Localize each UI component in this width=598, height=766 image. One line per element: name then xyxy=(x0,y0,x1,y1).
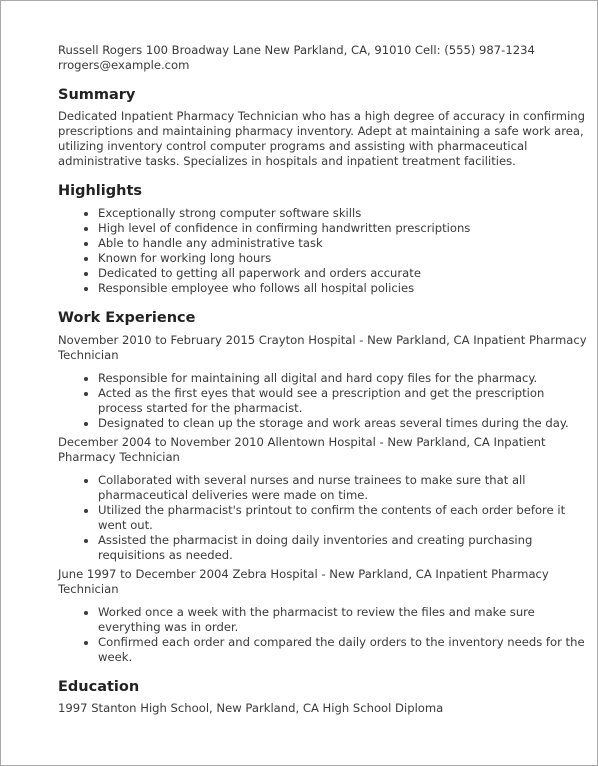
job-duty-item: • Acted as the first eyes that would see a prescription and get the prescription process started for the pharmacist. xyxy=(98,386,588,416)
job-title: December 2004 to November 2010 Allentown Hospital - New Parkland, CA Inpatient Pharmacy Technician xyxy=(58,435,546,464)
highlight-item: • Exceptionally strong computer software skills xyxy=(98,206,588,221)
resume-content xyxy=(58,43,588,716)
highlight-item: • Responsible employee who follows all hospital policies xyxy=(98,281,588,296)
job-duties-list xyxy=(58,371,588,431)
job-duties-list xyxy=(58,473,588,563)
experience-heading: Work Experience xyxy=(58,310,196,326)
contact-block xyxy=(58,43,588,73)
job-duty-item: • Confirmed each order and compared the daily orders to the inventory needs for the week. xyxy=(98,635,588,665)
highlight-item: • High level of confidence in confirming handwritten prescriptions xyxy=(98,221,588,236)
education-text: 1997 Stanton High School, New Parkland, CA High School Diploma xyxy=(58,701,444,715)
job-duty-item: • Collaborated with several nurses and nurse trainees to make sure that all pharmaceutical deliveries were made on time. xyxy=(98,473,588,503)
job-duty-item: • Worked once a week with the pharmacist to review the files and make sure everything was in order. xyxy=(98,605,588,635)
job-title: June 1997 to December 2004 Zebra Hospital - New Parkland, CA Inpatient Pharmacy Technician xyxy=(58,567,549,596)
summary-text: Dedicated Inpatient Pharmacy Technician who has a high degree of accuracy in confirming prescriptions and maintaining pharmacy inventory. Adept at maintaining a safe work area, utilizing inventory control computer programs and assisting with pharmaceutical administrative tasks. Specializes in hospitals and inpatient treatment facilities. xyxy=(58,109,586,168)
highlight-item: • Known for working long hours xyxy=(98,251,588,266)
education-heading: Education xyxy=(58,679,140,695)
job-duty-item: • Designated to clean up the storage and work areas several times during the day. xyxy=(98,416,588,431)
highlights-list xyxy=(58,206,588,296)
job-duty-item: • Utilized the pharmacist's printout to confirm the contents of each order before it went out. xyxy=(98,503,588,533)
highlights-heading: Highlights xyxy=(58,183,143,199)
job-title: November 2010 to February 2015 Crayton Hospital - New Parkland, CA Inpatient Pharmacy Technician xyxy=(58,333,587,362)
job-duty-item: • Assisted the pharmacist in doing daily inventories and creating purchasing requisitions as needed. xyxy=(98,533,588,563)
job-duties-list xyxy=(58,605,588,665)
job-duty-item: • Responsible for maintaining all digital and hard copy files for the pharmacy. xyxy=(98,371,588,386)
contact-address-line: Russell Rogers 100 Broadway Lane New Parkland, CA, 91010 Cell: (555) 987-1234 xyxy=(58,43,535,57)
contact-email: rrogers@example.com xyxy=(58,58,190,72)
highlight-item: • Able to handle any administrative task xyxy=(98,236,588,251)
highlight-item: • Dedicated to getting all paperwork and orders accurate xyxy=(98,266,588,281)
summary-heading: Summary xyxy=(58,87,136,103)
